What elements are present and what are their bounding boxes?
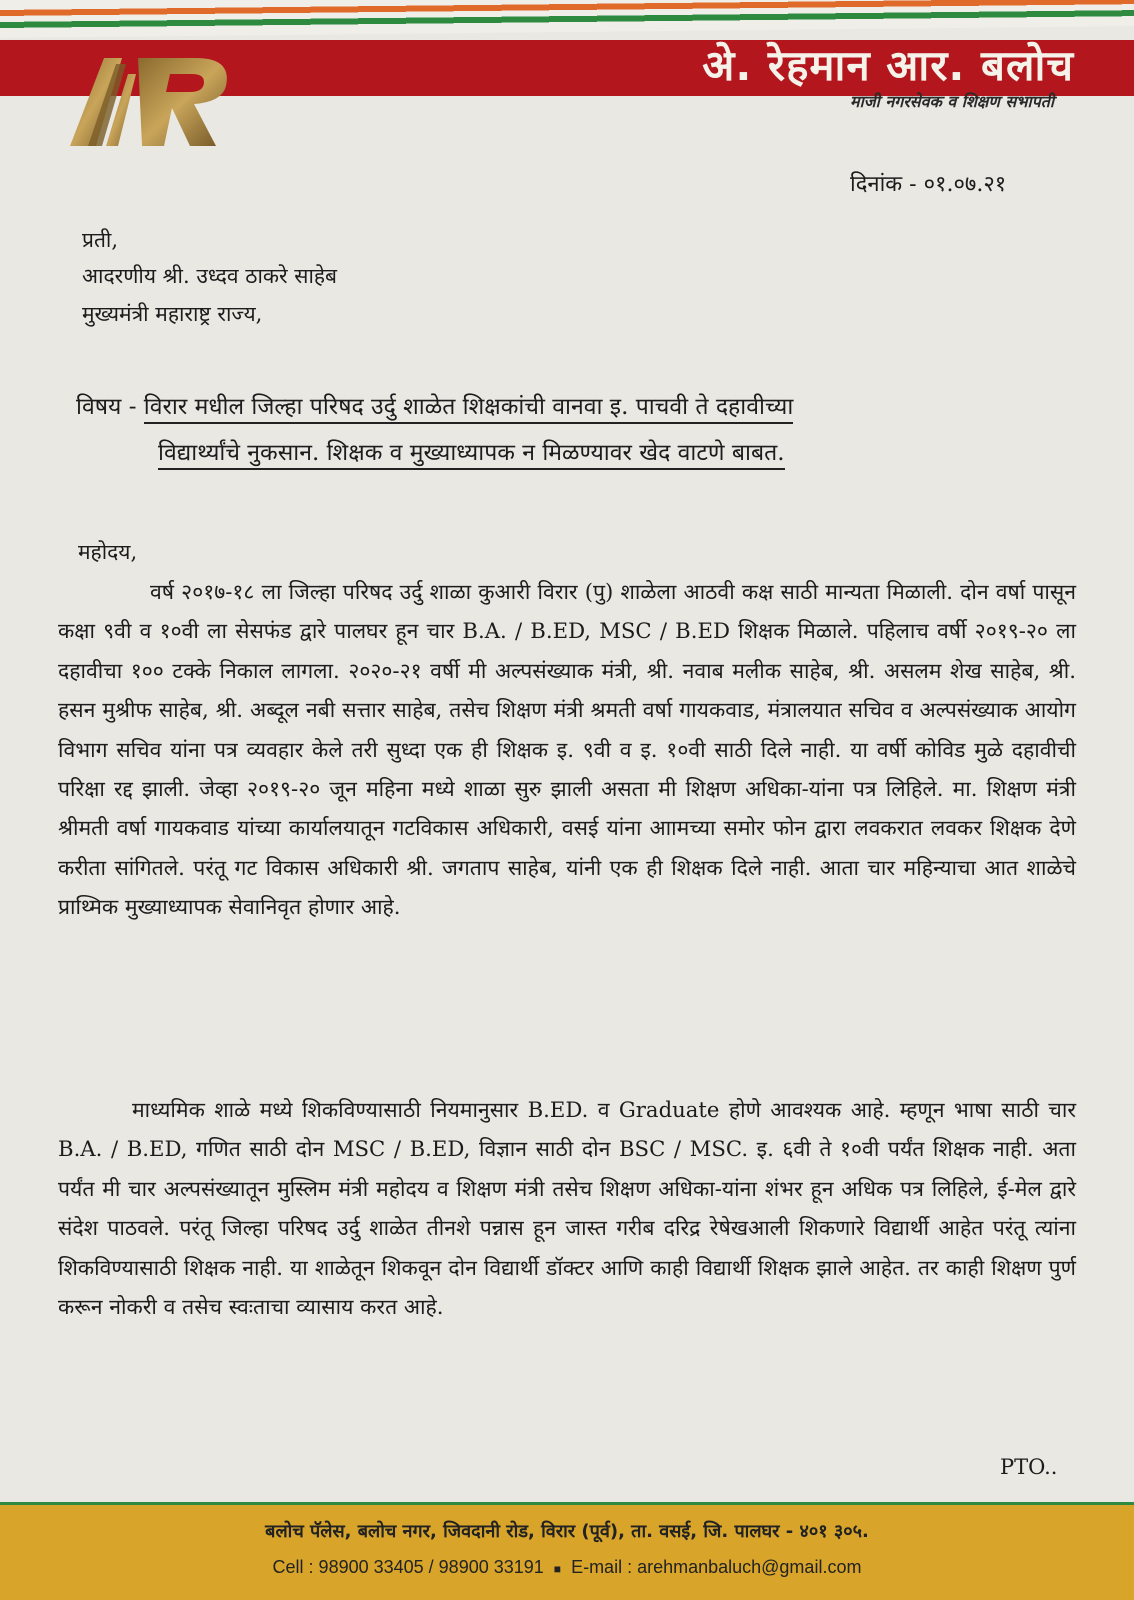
tricolor-stripes: [0, 0, 1134, 38]
letter-date: दिनांक - ०१.०७.२१: [850, 172, 1007, 197]
pto-note: PTO..: [1000, 1455, 1058, 1479]
footer-email: E-mail : arehmanbaluch@gmail.com: [571, 1557, 862, 1577]
ar-monogram-logo-icon: [66, 52, 236, 148]
footer-contact: [0, 1557, 1134, 1578]
subject-text-1: विरार मधील जिल्हा परिषद उर्दु शाळेत शिक्षकांची वानवा इ. पाचवी ते दहावीच्या: [144, 394, 794, 424]
subject-prefix: विषय -: [76, 394, 137, 420]
recipient-line-3: मुख्यमंत्री महाराष्ट्र राज्य,: [82, 302, 263, 326]
footer-cell: Cell : 98900 33405 / 98900 33191: [272, 1557, 544, 1577]
recipient-line-1: प्रती,: [82, 228, 119, 252]
subject-text-2: विद्यार्थ्यांचे नुकसान. शिक्षक व मुख्याध्यापक न मिळण्यावर खेद वाटणे बाबत.: [158, 440, 785, 470]
paragraph-2: माध्यमिक शाळे मध्ये शिकविण्यासाठी नियमानुसार B.ED. व Graduate होणे आवश्यक आहे. म्हणून भाषा साठी चार B.A. / B.ED, गणित साठी दोन MSC / B.ED, विज्ञान साठी दोन BSC / MSC. इ. ६वी ते १०वी पर्यंत शिक्षक नाही. अता पर्यंत मी चार अल्पसंख्यातून मुस्लिम मंत्री महोदय व शिक्षण मंत्री तसेच शिक्षण अधिका-यांना शंभर हून अधिक पत्र लिहिले, ई-मेल द्वारे संदेश पाठवले. परंतू जिल्हा परिषद उर्दु शाळेत तीनशे पन्नास हून जास्त गरीब दरिद्र रेषेखआली शिकणारे विद्यार्थी आहेत परंतू त्यांना शिकविण्यासाठी शिक्षक नाही. या शाळेतून शिकवून दोन विद्यार्थी डॉक्टर आणि काही विद्यार्थी शिक्षक झाले आहेत. तर काही शिक्षण पुर्ण करून नोकरी व तसेच स्वःताचा व्यासाय करत आहे.: [58, 1097, 1076, 1320]
footer-bullet: ■: [553, 1562, 562, 1576]
salutation: महोदय,: [78, 540, 138, 564]
paragraph-1: वर्ष २०१७-१८ ला जिल्हा परिषद उर्दु शाळा कुआरी विरार (पु) शाळेला आठवी कक्ष साठी मान्यता मिळाली. दोन वर्षा पासून कक्षा ९वी व १०वी ला सेसफंड द्वारे पालघर हून चार B.A. / B.ED, MSC / B.ED शिक्षक मिळाले. पहिलाच वर्षी २०१९-२० ला दहावीचा १०० टक्के निकाल लागला. २०२०-२१ वर्षी मी अल्पसंख्याक मंत्री, श्री. नवाब मलीक साहेब, श्री. असलम शेख साहेब, श्री. हसन मुश्रीफ साहेब, श्री. अब्दूल नबी सत्तार साहेब, तसेच शिक्षण मंत्री श्रमती वर्षा गायकवाड, मंत्रालयात सचिव व अल्पसंख्याक आयोग विभाग सचिव यांना पत्र व्यवहार केले तरी सुध्दा एक ही शिक्षक इ. ९वी व इ. १०वी साठी दिले नाही. या वर्षी कोविड मुळे दहावीची परिक्षा रद्द झाली. जेव्हा २०१९-२० जून महिना मध्ये शाळा सुरु झाली असता मी शिक्षण अधिका-यांना पत्र लिहिले. मा. शिक्षण मंत्री श्रीमती वर्षा गायकवाड यांच्या कार्यालयातून गटविकास अधिकारी, वसई यांना आामच्या समोर फोन द्वारा लवकरात लवकर शिक्षक देणे करीता सांगितले. परंतू गट विकास अधिकारी श्री. जगताप साहेब, यांनी एक ही शिक्षक दिले नाही. आता चार महिन्याचा आत शाळेचे प्राथ्मिक मुख्याध्यापक सेवानिवृत होणार आहे.: [58, 579, 1076, 920]
letterhead-name: अे. रेहमान आर. बलोच: [702, 41, 1074, 90]
subject-line-1: [76, 384, 1026, 430]
letterhead-footer: [0, 1502, 1134, 1600]
subject-line-2: [158, 430, 1018, 476]
recipient-line-2: आदरणीय श्री. उध्दव ठाकरे साहेब: [82, 264, 338, 288]
letterhead-designation: माजी नगरसेवक व शिक्षण सभापती: [850, 92, 1054, 111]
footer-address: बलोच पॅलेस, बलोच नगर, जिवदानी रोड, विरार (पूर्व), ता. वसई, जि. पालघर - ४०१ ३०५.: [265, 1521, 869, 1542]
